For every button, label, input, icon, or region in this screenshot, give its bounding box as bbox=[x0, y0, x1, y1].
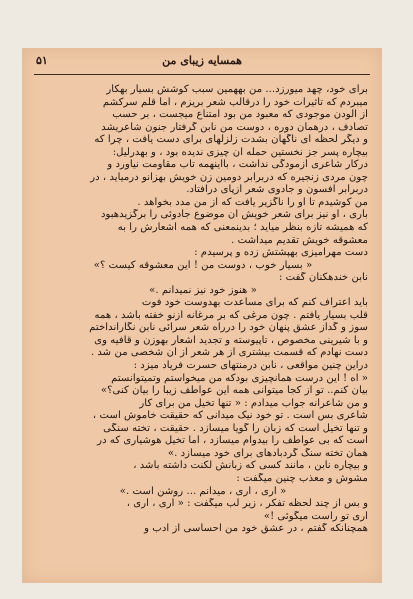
text-line: « هنوز خود نیز نمیدانم .» bbox=[149, 284, 257, 296]
text-line: من کوشیدم تا او را ناگزیر یافت که از من مدد بخواهد . bbox=[137, 196, 368, 208]
text-line: همان تخته سنگ گردبادهای برای خود میسازد .» bbox=[167, 447, 368, 459]
text-line: دست مهرآمیزی بهپشتش زده و پرسیدم : bbox=[194, 247, 368, 259]
text-line: که همیشه تازه بنظر میآید ؛ بدینمعنی که همه اشعارش را به bbox=[117, 222, 368, 234]
text-line: و بس از چند لحظه تفکر ، زیر لب میگفت : « آری ، آری ، bbox=[126, 498, 368, 510]
text-line: سوز و گداز عشق پنهان خود را درراه شعر سرائی نابن نگارانداختم bbox=[89, 322, 368, 334]
text-line: میبردم که تاثیرات خود را درقالب شعر بریزم ، اما قلم سرکشم bbox=[102, 96, 368, 108]
text-line: و دیگر لحظه ای ناگهان بشدت زلزلهای برای دست یافت ، چرا که bbox=[94, 134, 368, 146]
text-line: است که بی عواطف را بیدوام میسازد ، اما تخیل هوشیاری که در bbox=[97, 435, 368, 447]
text-line: و بیچاره نابن ، مانند کسی که زبانش لکنت داشته باشد ، bbox=[133, 460, 368, 472]
text-line: از آلودن موجودی که معبود من بود امتناع میجست ، بر حسب bbox=[112, 109, 368, 121]
text-line: برای خود، چهد میورزد... من بههمین سبب کوشش بسیار بهکار bbox=[106, 84, 368, 95]
text-line: نابن خندهکنان گفت : bbox=[278, 272, 368, 284]
text-line: چون مردی زنجیره که دربرابر دومین زن خویش بهزانو درمیآید ، در bbox=[90, 171, 368, 183]
text-line: دربرابر افسون و جادوی شعر ازپای درافتاد. bbox=[186, 184, 368, 196]
text-line: تصادف ، درهمان دوره ، دوست من نابن گرفتار جنون شاعریشد bbox=[101, 121, 368, 133]
text-line: و تنها تخیل است که زبان را گویا میسازد . حقیقت ، تخته سنگی bbox=[103, 422, 368, 434]
text-line: مشوش و معذب چنین میگفت : bbox=[236, 472, 368, 484]
body-text bbox=[38, 84, 368, 572]
text-line: دست نهادم که قسمت بیشتری از هر شعر از آن شخصی من شد . bbox=[90, 347, 368, 359]
text-line: « آه ! این درست همانچیزی بودکه من میخواستم وتمیتوانستم bbox=[111, 372, 368, 384]
running-title: همسایه زیبای من bbox=[162, 54, 242, 67]
text-line: درکار شاعری آزمودگی نداشت ، بااینهمه تاب مقاومت نیاورد و bbox=[107, 159, 368, 171]
header-rule bbox=[34, 74, 370, 75]
text-line: معشوقه خویش تقدیم میداشت . bbox=[231, 234, 368, 246]
text-line: باری ، او نیز برای شعر خویش آن موضوع جادوئی را برگزیدهبود bbox=[100, 209, 368, 221]
text-line: دراین چنین مواقعی ، نابن درمنتهای حسرت فریاد میزد : bbox=[133, 360, 368, 372]
text-line: باید اعتراف کنم که برای مساعدت بهدوست خود فوت bbox=[141, 297, 368, 309]
text-line: آری تو راست میگوئی !» bbox=[263, 510, 368, 522]
text-line: همچنانکه گفتم ، در عشق خود من احساسی از ادب و bbox=[144, 523, 368, 535]
text-line: بیان کنم.. تو از کجا میتوانی همه این عواطف زیبا را بیان کنی؟» bbox=[100, 385, 368, 397]
page-number: ۵۱ bbox=[36, 54, 48, 67]
text-line: و من شاعرانه جواب میدادم : « تنها تخیل من برای کار bbox=[139, 397, 368, 409]
text-line: و با شیرینی مخصوص ، تاپیوسته و تجدید اشعار بهوزن و قافیه وی bbox=[94, 334, 368, 346]
text-line: « آری ، آری ، میدانم ... روشن است .» bbox=[119, 485, 287, 497]
text-line: قلب بسیار یافتم . چون مرغی که بر مرغانه ازنو خفته باشد ، همه bbox=[94, 309, 368, 321]
page-header bbox=[22, 52, 382, 72]
text-line: « بسیار خوب ، دوست من ! این معشوقه کیست ؟» bbox=[93, 259, 313, 271]
text-line: شاعری بس است . تو خود نیک میدانی که حقیقت خاموش است ، bbox=[92, 410, 368, 422]
text-line: بیچاره پسر جز نخستین حمله آن چیزی ندیده بود ، و بهدرلیل: bbox=[112, 146, 368, 158]
